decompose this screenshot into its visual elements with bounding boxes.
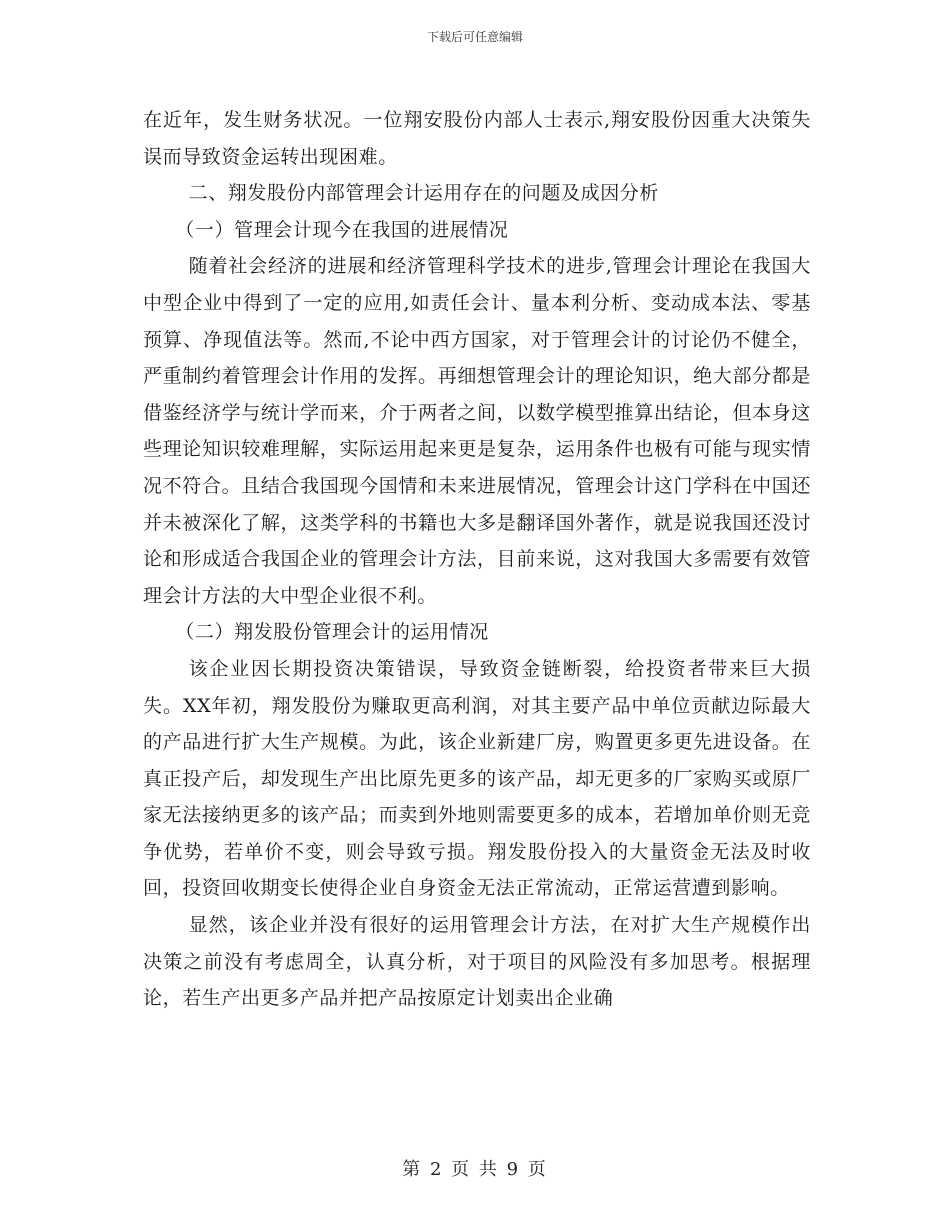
page-number: 第 2 页 共 9 页: [402, 1159, 548, 1180]
section-heading: 二、翔发股份内部管理会计运用存在的问题及成因分析: [188, 182, 659, 205]
subsection-heading: （一）管理会计现今在我国的进展情况: [175, 218, 509, 241]
document-body: [143, 102, 811, 1017]
body-paragraph: 显然，该企业并没有很好的运用管理会计方法，在对扩大生产规模作出决策之前没有考虑周全，认真分析，对于项目的风险没有多加思考。根据理论，若生产出更多产品并把产品按原定计划卖出企业确: [143, 914, 811, 1010]
body-paragraph: 随着社会经济的进展和经济管理科学技术的进步,管理会计理论在我国大中型企业中得到了一定的应用,如责任会计、量本利分析、变动成本法、零基预算、净现值法等。然而,不论中西方国家，对于管理会计的讨论仍不健全，严重制约着管理会计作用的发挥。再细想管理会计的理论知识，绝大部分都是借鉴经济学与统计学而来，介于两者之间，以数学模型推算出结论，但本身这些理论知识较难理解，实际运用起来更是复杂，运用条件也极有可能与现实情况不符合。且结合我国现今国情和未来进展情况，管理会计这门学科在中国还并未被深化了解，这类学科的书籍也大多是翻译国外著作，就是说我国还没讨论和形成适合我国企业的管理会计方法，目前来说，这对我国大多需要有效管理会计方法的大中型企业很不利。: [143, 255, 811, 607]
subsection-heading: （二）翔发股份管理会计的运用情况: [175, 621, 489, 644]
page-header: 下载后可任意编辑: [426, 30, 523, 44]
body-paragraph: 该企业因长期投资决策错误，导致资金链断裂，给投资者带来巨大损失。XX年初，翔发股份为赚取更高利润，对其主要产品中单位贡献边际最大的产品进行扩大生产规模。为此，该企业新建厂房，购置更多更先进设备。在真正投产后，却发现生产出比原先更多的该产品，却无更多的厂家购买或原厂家无法接纳更多的该产品；而卖到外地则需要更多的成本，若增加单价则无竞争优势，若单价不变，则会导致亏损。翔发股份投入的大量资金无法及时收回，投资回收期变长使得企业自身资金无法正常流动，正常运营遭到影响。: [143, 657, 811, 900]
paragraph-continuation: 在近年，发生财务状况。一位翔安股份内部人士表示,翔安股份因重大决策失误而导致资金运转出现困难。: [143, 109, 811, 168]
